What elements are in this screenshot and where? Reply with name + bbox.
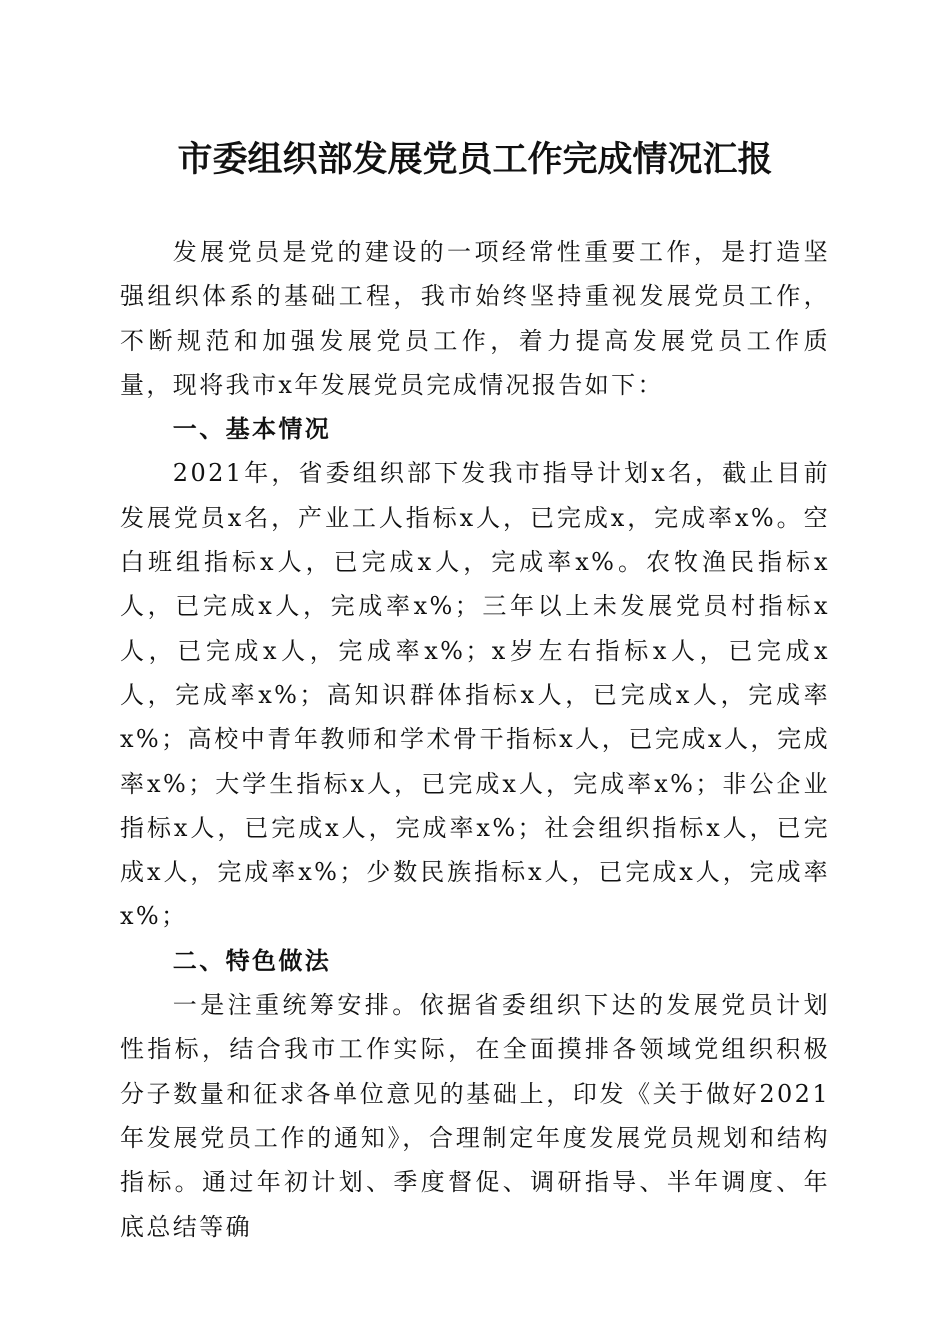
document-body (120, 230, 830, 1249)
intro-paragraph: 发展党员是党的建设的一项经常性重要工作，是打造坚强组织体系的基础工程，我市始终坚持重视发展党员工作，不断规范和加强发展党员工作，着力提高发展党员工作质量，现将我市x年发展党员完成情况报告如下： (120, 238, 830, 399)
featured-practices-paragraph: 一是注重统筹安排。依据省委组织下达的发展党员计划性指标，结合我市工作实际，在全面摸排各领域党组织积极分子数量和征求各单位意见的基础上，印发《关于做好2021年发展党员工作的通知》，合理制定年度发展党员规划和结构指标。通过年初计划、季度督促、调研指导、半年调度、年底总结等确 (120, 991, 830, 1241)
section-heading-featured-practices: 二、特色做法 (172, 946, 332, 975)
basic-situation-paragraph: 2021年，省委组织部下发我市指导计划x名，截止目前发展党员x名，产业工人指标x人，已完成x，完成率x%。空白班组指标x人，已完成x人，完成率x%。农牧渔民指标x人，已完成x人，完成率x%；三年以上未发展党员村指标x人，已完成x人，完成率x%；x岁左右指标x人，已完成x人，完成率x%；高知识群体指标x人，已完成x人，完成率x%；高校中青年教师和学术骨干指标x人，已完成x人，完成率x%；大学生指标x人，已完成x人，完成率x%；非公企业指标x人，已完成x人，完成率x%；社会组织指标x人，已完成x人，完成率x%；少数民族指标x人，已完成x人，完成率x%； (120, 459, 830, 931)
section-heading-basic-situation: 一、基本情况 (172, 415, 332, 444)
document-title: 市委组织部发展党员工作完成情况汇报 (177, 139, 773, 180)
